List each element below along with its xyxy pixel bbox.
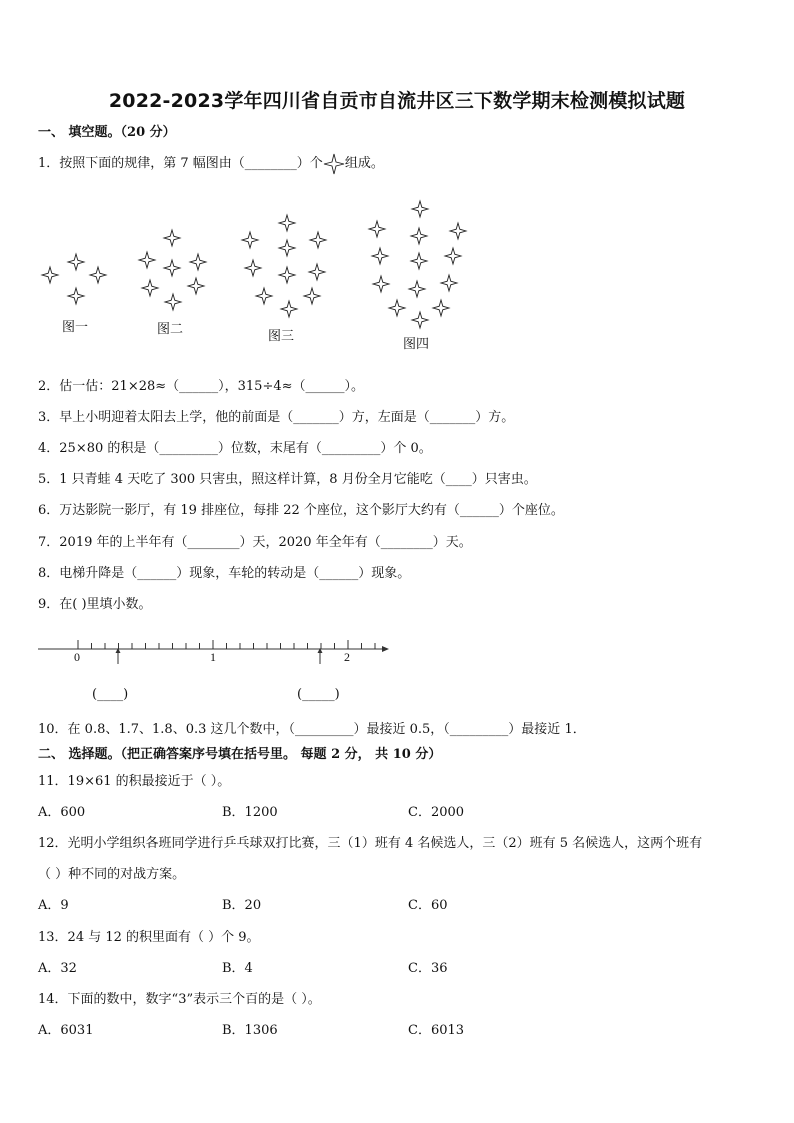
question-11-option-a[interactable]: A．600	[38, 805, 86, 820]
question-11: 11．19×61 的积最接近于（ ）。	[38, 774, 231, 789]
number-line-label-2: 2	[344, 650, 350, 664]
section-heading-choice: 二、 选择题。（把正确答案序号填在括号里。 每题 2 分， 共 10 分）	[38, 747, 442, 762]
question-2: 2．估一估：21×28≈（______），315÷4≈（______）。	[38, 379, 365, 394]
figure-label-1: 图一	[62, 320, 89, 335]
question-1-suffix: 组成。	[344, 156, 384, 171]
number-line-blank-2[interactable]: (_____)	[297, 687, 340, 702]
question-9: 9．在( )里填小数。	[38, 597, 152, 612]
question-13-option-b[interactable]: B．4	[222, 961, 253, 976]
figure-label-3: 图三	[268, 329, 295, 344]
question-12-line-2: （ ）种不同的对战方案。	[38, 867, 186, 882]
question-12-option-c[interactable]: C．60	[408, 898, 448, 913]
question-5: 5．1 只青蛙 4 天吃了 300 只害虫，照这样计算，8 月份全月它能吃（____）只害虫。	[38, 472, 537, 487]
question-11-option-c[interactable]: C．2000	[408, 805, 465, 820]
question-12-option-a[interactable]: A．9	[38, 898, 69, 913]
question-4: 4．25×80 的积是（_________）位数，末尾有（_________）个 0。	[38, 441, 432, 456]
question-14-option-b[interactable]: B．1306	[222, 1023, 278, 1038]
question-1-prefix: 1．按照下面的规律，第 7 幅图由（________）个	[38, 156, 323, 171]
question-14-option-c[interactable]: C．6013	[408, 1023, 465, 1038]
question-12-option-b[interactable]: B．20	[222, 898, 262, 913]
section-heading-fill-in: 一、 填空题。（20 分）	[38, 125, 176, 140]
question-14: 14．下面的数中，数字“3”表示三个百的是（ ）。	[38, 992, 321, 1007]
question-8: 8．电梯升降是（______）现象，车轮的转动是（______）现象。	[38, 566, 411, 581]
page-title: 2022-2023学年四川省自贡市自流井区三下数学期末检测模拟试题	[108, 90, 686, 112]
question-3: 3．早上小明迎着太阳去上学，他的前面是（_______）方，左面是（_______）方。	[38, 410, 515, 425]
number-line-label-0: 0	[74, 650, 80, 664]
question-13-option-c[interactable]: C．36	[408, 961, 448, 976]
question-6: 6．万达影院一影厅，有 19 排座位，每排 22 个座位，这个影厅大约有（______）个座位。	[38, 503, 564, 518]
number-line-label-1: 1	[210, 650, 216, 664]
question-13-option-a[interactable]: A．32	[38, 961, 77, 976]
question-14-option-a[interactable]: A．6031	[38, 1023, 94, 1038]
number-line-blank-1[interactable]: (____)	[92, 687, 129, 702]
figure-label-4: 图四	[403, 337, 430, 352]
question-13: 13．24 与 12 的积里面有（ ）个 9。	[38, 930, 260, 945]
figure-label-2: 图二	[157, 322, 184, 337]
question-11-option-b[interactable]: B．1200	[222, 805, 278, 820]
question-12-line-1: 12．光明小学组织各班同学进行乒乓球双打比赛，三（1）班有 4 名候选人，三（2）班有 5 名候选人，这两个班有	[38, 836, 703, 851]
question-7: 7．2019 年的上半年有（________）天，2020 年全年有（________）天。	[38, 535, 472, 550]
question-10: 10．在 0.8、1.7、1.8、0.3 这几个数中，（_________）最接近 0.5，（_________）最接近 1．	[38, 722, 586, 737]
